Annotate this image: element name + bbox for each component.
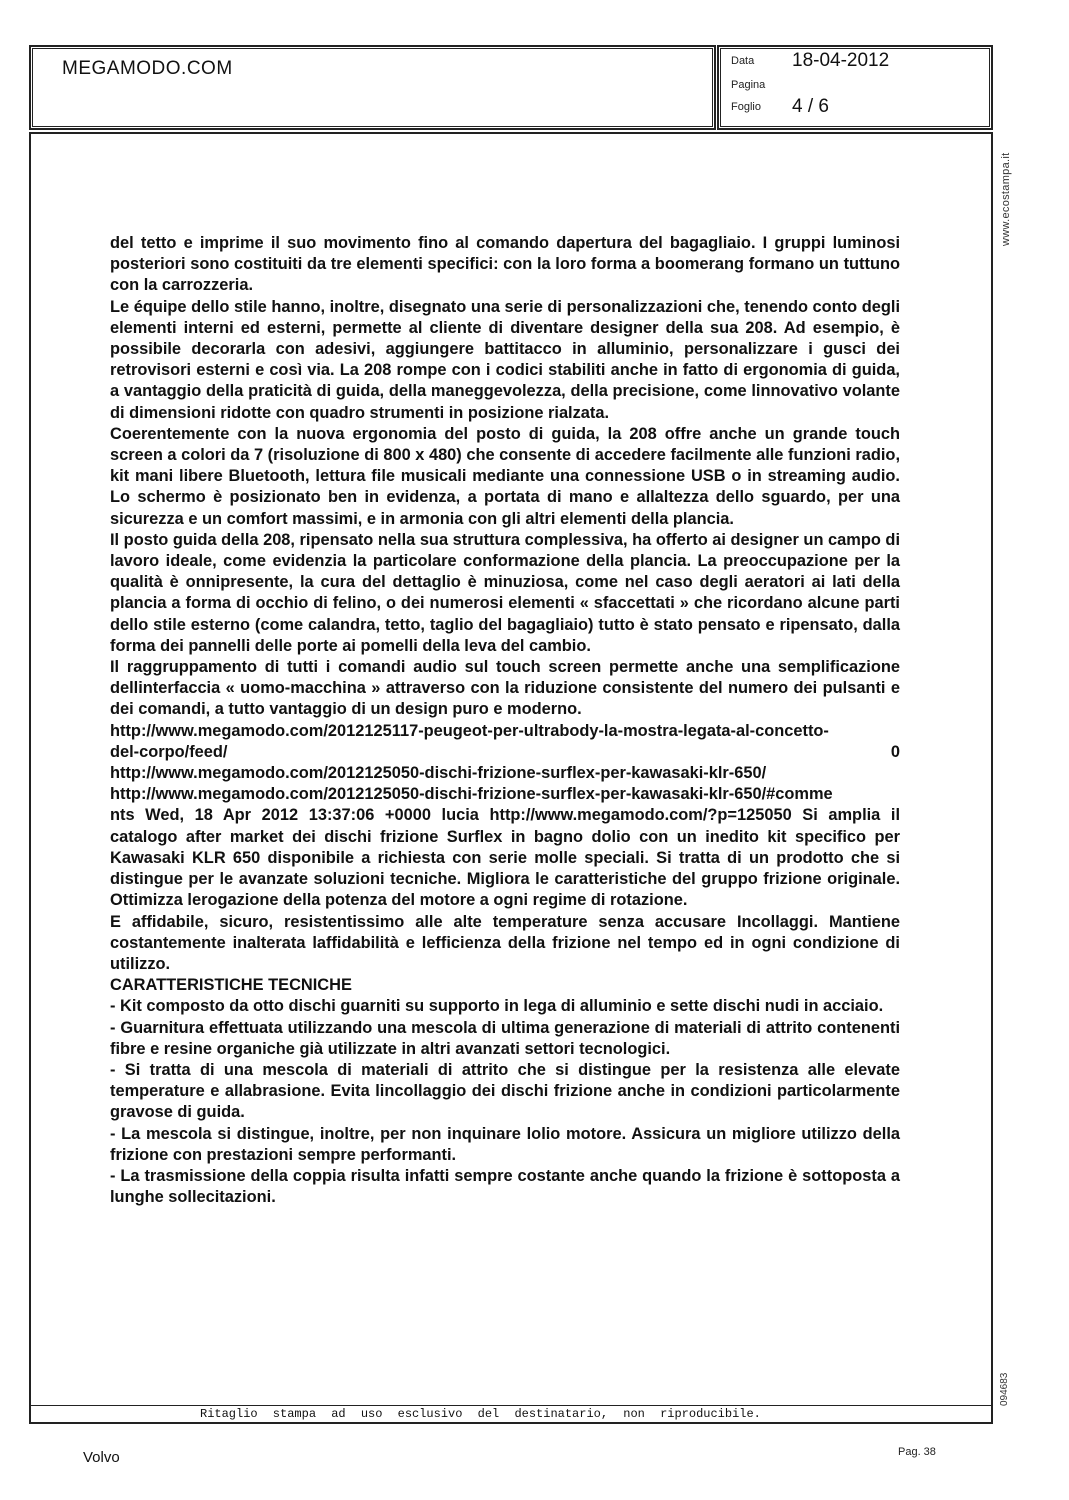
data-value: 18-04-2012: [792, 50, 890, 71]
data-label: Data: [731, 55, 755, 67]
pagina-label: Pagina: [731, 79, 766, 91]
article-paragraph: Il posto guida della 208, ripensato nella sua struttura complessiva, ha offerto ai designer un campo di lavoro ideale, come evidenzia la particolare conformazione della plancia. La preoccupazione per la qualità è onnipresente, la cura del dettaglio è minuziosa, come nel caso degli aeratori ai lati della plancia a forma di occhio di felino, o dei numerosi elementi « sfaccettati » che ricordano alcune parti dello stile esterno (come calandra, tetto, taglio del bagagliaio) tutto è stato pensato e ripensato, dalla forma dei pannelli delle porte ai pomelli della leva del cambio.: [110, 530, 900, 655]
article-paragraph: Il raggruppamento di tutti i comandi audio sul touch screen permette anche una semplificazione dellinterfaccia « uomo-macchina » attraverso con la riduzione consistente del numero dei pulsanti e dei comandi, a tutto vantaggio di un design puro e moderno.: [110, 658, 900, 719]
spec-item: - La mescola si distingue, inoltre, per non inquinare lolio motore. Assicura un migliore utilizzo della frizione con prestazioni sempre performanti.: [110, 1124, 900, 1164]
spec-item: - Si tratta di una mescola di materiali di attrito che si distingue per la resistenza alle elevate temperature e allabrasione. Evita lincollaggio dei dischi frizione anche in condizioni particolarmente gravose di guida.: [110, 1060, 900, 1122]
notice-divider: [31, 1405, 991, 1406]
comments-url: http://www.megamodo.com/2012125050-dischi-frizione-surflex-per-kawasaki-klr-650/#comme: [110, 785, 833, 804]
source-title: MEGAMODO.COM: [62, 58, 233, 79]
link-url: http://www.megamodo.com/2012125050-dischi-frizione-surflex-per-kawasaki-klr-650/: [110, 764, 767, 783]
feed-url: http://www.megamodo.com/2012125117-peugeot-per-ultrabody-la-mostra-legata-al-concetto-: [110, 721, 829, 740]
article-paragraph: Le équipe dello stile hanno, inoltre, disegnato una serie di personalizzazioni che, tenendo conto degli elementi interni ed esterni, permette al cliente di diventare designer della sua 208. Ad esempio, è possibile decorarla con adesivi, aggiungere battitacco in alluminio, personalizzare i gusci dei retrovisori esterni e così via. La 208 rompe con i codici stabiliti anche in fatto di ergonomia di guida, a vantaggio della praticità di guida, della maneggevolezza, della precisione, come linnovativo volante di dimensioni ridotte con quadro strumenti in posizione rialzata.: [110, 297, 900, 422]
spec-item: - La trasmissione della coppia risulta infatti sempre costante anche quando la frizione è sottoposta a lunghe sollecitazioni.: [110, 1166, 900, 1207]
article-paragraph: del tetto e imprime il suo movimento fino al comando dapertura del bagagliaio. I gruppi luminosi posteriori sono costituiti da tre elementi specifici: con la loro forma a boomerang formano un tuttuno con la carrozzeria.: [110, 234, 900, 295]
article-body: [110, 233, 900, 1208]
footer-client: Volvo: [83, 1449, 120, 1466]
foglio-value: 4 / 6: [792, 96, 829, 117]
spec-item: - Guarnitura effettuata utilizzando una mescola di ultima generazione di materiali di attrito contenenti fibre e resine organiche già utilizzate in altri avanzati settori tecnologici.: [110, 1018, 900, 1058]
ecostampa-url: www.ecostampa.it: [1000, 152, 1012, 246]
clip-code: 094683: [999, 1372, 1010, 1406]
reproduction-notice: Ritaglio stampa ad uso esclusivo del destinatario, non riproducibile.: [200, 1407, 761, 1421]
foglio-label: Foglio: [731, 101, 761, 113]
feed-url-end: del-corpo/feed/: [110, 742, 228, 761]
spec-item: - Kit composto da otto dischi guarniti su supporto in lega di alluminio e sette dischi nudi in acciaio.: [110, 997, 884, 1016]
affidabile-paragraph: E affidabile, sicuro, resistentissimo alle alte temperature senza accusare Incollaggi. Mantiene costantemente inalterata laffidabilità e lefficienza della frizione nel tempo ed in ogni condizione di utilizzo.: [110, 912, 900, 973]
specs-heading: CARATTERISTICHE TECNICHE: [110, 976, 352, 995]
article-paragraph: Coerentemente con la nuova ergonomia del posto di guida, la 208 offre anche un grande touch screen a colori da 7 (risoluzione di 800 x 480) che consente di accedere facilmente alle funzioni radio, kit mani libere Bluetooth, lettura file musicali mediante una connessione USB o in streaming audio. Lo schermo è posizionato ben in evidenza, a portata di mano e allaltezza dello sguardo, per una sicurezza e un comfort massimi, e in armonia con gli altri elementi della plancia.: [110, 424, 900, 528]
feed-url-row: [110, 742, 900, 763]
feed-count: 0: [890, 742, 900, 761]
page-number: Pag. 38: [898, 1446, 936, 1458]
item-paragraph: nts Wed, 18 Apr 2012 13:37:06 +0000 lucia http://www.megamodo.com/?p=125050 Si amplia il catalogo after market dei dischi frizione Surflex in bagno dolio con un inedito kit specifico per Kawasaki KLR 650 disponibile a richiesta con serie molle speciali. Si tratta di un prodotto che si distingue per le avanzate soluzioni tecniche. Migliora le caratteristiche del gruppo frizione originale. Ottimizza lerogazione della potenza del motore a ogni regime di rotazione.: [110, 806, 900, 910]
